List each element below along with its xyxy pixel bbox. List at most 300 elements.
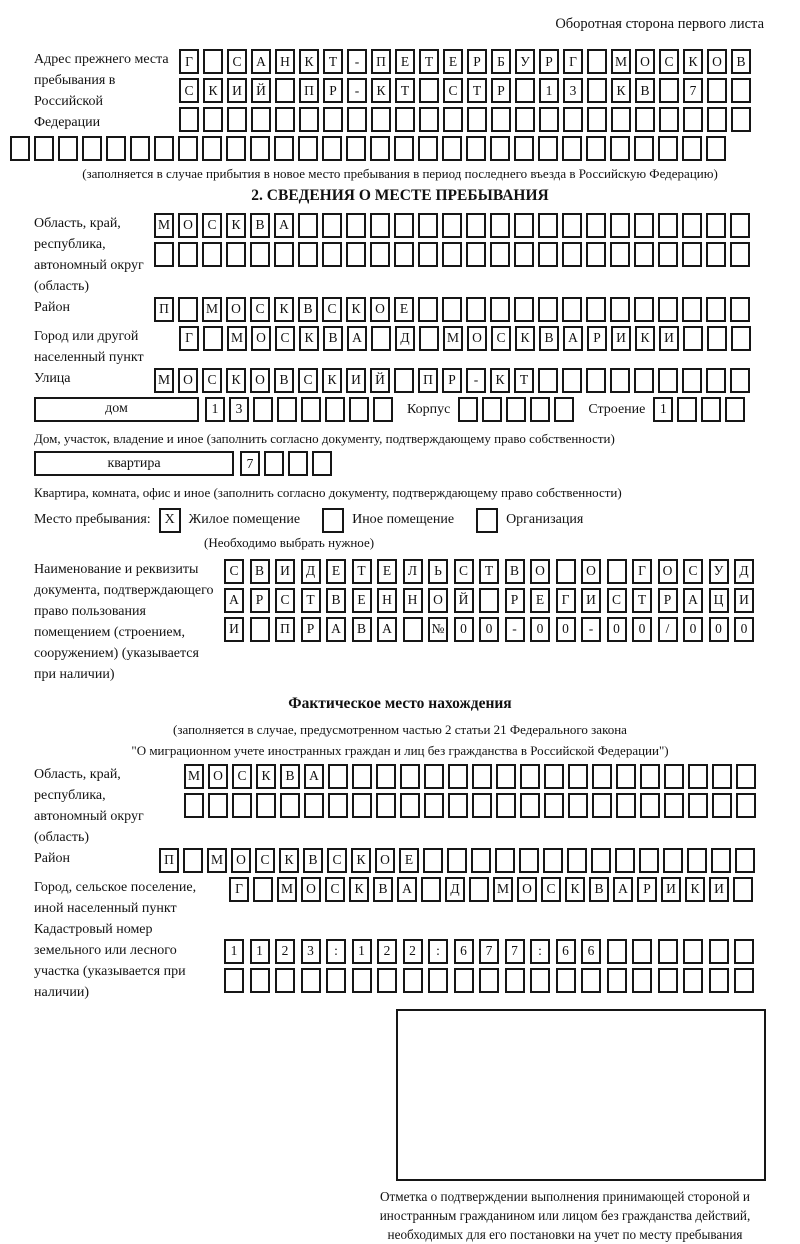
char-cell: О	[707, 49, 727, 74]
char-cell: М	[202, 297, 222, 322]
char-cell	[251, 107, 271, 132]
char-cell	[346, 213, 366, 238]
stay-type-row	[34, 508, 766, 533]
char-cell	[515, 107, 535, 132]
char-cell: К	[322, 368, 342, 393]
char-cell	[202, 136, 222, 161]
char-cell	[539, 107, 559, 132]
char-cell	[373, 397, 393, 422]
char-cell	[454, 968, 474, 993]
char-cell	[352, 968, 372, 993]
char-cell	[520, 793, 540, 818]
char-cell	[371, 326, 391, 351]
char-cell: В	[298, 297, 318, 322]
char-cell	[682, 213, 702, 238]
char-cell	[301, 397, 321, 422]
char-cell	[530, 968, 550, 993]
char-cell	[226, 242, 246, 267]
region-row-2	[154, 242, 754, 267]
char-cell: В	[250, 559, 270, 584]
char-cell: 7	[505, 939, 525, 964]
char-cell: А	[377, 617, 397, 642]
char-cell	[491, 107, 511, 132]
street-row	[154, 368, 754, 393]
char-cell	[482, 397, 502, 422]
char-cell	[299, 107, 319, 132]
char-cell	[442, 242, 462, 267]
char-cell	[394, 136, 414, 161]
region-cells	[154, 213, 754, 271]
char-cell: Т	[467, 78, 487, 103]
char-cell	[706, 136, 726, 161]
char-cell	[395, 107, 415, 132]
char-cell: Е	[394, 297, 414, 322]
char-cell	[538, 297, 558, 322]
char-cell	[288, 451, 308, 476]
char-cell	[731, 326, 751, 351]
house-row	[34, 397, 766, 426]
char-cell	[479, 588, 499, 613]
char-cell: М	[493, 877, 513, 902]
char-cell	[682, 242, 702, 267]
char-cell	[421, 877, 441, 902]
char-cell	[178, 136, 198, 161]
document-row-1	[224, 559, 760, 584]
char-cell: О	[517, 877, 537, 902]
char-cell: Р	[658, 588, 678, 613]
char-cell	[275, 968, 295, 993]
char-cell: 6	[556, 939, 576, 964]
char-cell	[253, 877, 273, 902]
char-cell: 1	[205, 397, 225, 422]
char-cell	[495, 848, 515, 873]
apartment-row	[34, 451, 766, 480]
korpus-label: Корпус	[407, 401, 451, 417]
char-cell: О	[226, 297, 246, 322]
prev-address-cells	[179, 49, 755, 136]
char-cell: К	[565, 877, 585, 902]
char-cell: В	[731, 49, 751, 74]
char-cell	[490, 242, 510, 267]
char-cell: Ц	[709, 588, 729, 613]
char-cell: М	[154, 368, 174, 393]
char-cell: 3	[563, 78, 583, 103]
char-cell: Е	[377, 559, 397, 584]
char-cell	[424, 793, 444, 818]
char-cell	[562, 297, 582, 322]
char-cell	[469, 877, 489, 902]
char-cell	[730, 242, 750, 267]
prev-address-label: Адрес прежнего места пребывания в Российской Федерации	[34, 52, 169, 130]
char-cell: П	[275, 617, 295, 642]
char-cell: С	[250, 297, 270, 322]
char-cell	[376, 764, 396, 789]
stroenie-cells	[653, 397, 749, 422]
char-cell	[298, 242, 318, 267]
char-cell	[448, 764, 468, 789]
char-cell: В	[323, 326, 343, 351]
char-cell	[519, 848, 539, 873]
document-cells	[224, 559, 760, 646]
char-cell: С	[227, 49, 247, 74]
char-cell	[419, 107, 439, 132]
char-cell	[274, 242, 294, 267]
actual-location-title: Фактическое место нахождения	[288, 694, 512, 712]
street-block	[34, 368, 766, 397]
actual-region-cells	[184, 764, 760, 822]
char-cell	[280, 793, 300, 818]
char-cell: С	[541, 877, 561, 902]
char-cell: О	[467, 326, 487, 351]
char-cell: Г	[229, 877, 249, 902]
char-cell	[587, 107, 607, 132]
char-cell: В	[280, 764, 300, 789]
char-cell: С	[298, 368, 318, 393]
char-cell: В	[635, 78, 655, 103]
char-cell	[688, 793, 708, 818]
char-cell	[733, 877, 753, 902]
char-cell	[683, 326, 703, 351]
char-cell: У	[515, 49, 535, 74]
char-cell	[106, 136, 126, 161]
char-cell: К	[274, 297, 294, 322]
char-cell: А	[563, 326, 583, 351]
char-cell	[178, 242, 198, 267]
char-cell: 0	[530, 617, 550, 642]
char-cell	[466, 136, 486, 161]
char-cell: Т	[395, 78, 415, 103]
char-cell	[568, 793, 588, 818]
char-cell	[347, 107, 367, 132]
confirmation-stamp-box	[396, 1009, 766, 1181]
char-cell: 1	[539, 78, 559, 103]
char-cell	[505, 968, 525, 993]
char-cell	[615, 848, 635, 873]
house-caption: Дом, участок, владение и иное (заполнить согласно документу, подтверждающему право собственности)	[34, 430, 615, 446]
char-cell: К	[635, 326, 655, 351]
char-cell	[275, 107, 295, 132]
char-cell	[587, 49, 607, 74]
char-cell: -	[347, 49, 367, 74]
char-cell	[490, 136, 510, 161]
prev-address-block	[34, 49, 766, 136]
checkbox-other-premises	[322, 508, 344, 533]
char-cell: Ь	[428, 559, 448, 584]
char-cell: К	[279, 848, 299, 873]
char-cell	[701, 397, 721, 422]
char-cell: 6	[454, 939, 474, 964]
char-cell: С	[255, 848, 275, 873]
char-cell	[706, 297, 726, 322]
char-cell	[183, 848, 203, 873]
char-cell	[634, 242, 654, 267]
char-cell	[658, 939, 678, 964]
char-cell	[418, 136, 438, 161]
actual-location-caption-2: "О миграционном учете иностранных граждан и лиц без гражданства в Российской Федерации")	[131, 743, 669, 759]
char-cell	[515, 78, 535, 103]
char-cell	[232, 793, 252, 818]
char-cell	[556, 968, 576, 993]
char-cell	[253, 397, 273, 422]
char-cell	[424, 764, 444, 789]
char-cell	[471, 848, 491, 873]
char-cell: С	[322, 297, 342, 322]
document-row-2	[224, 588, 760, 613]
char-cell	[466, 242, 486, 267]
char-cell: И	[661, 877, 681, 902]
char-cell: О	[428, 588, 448, 613]
char-cell	[731, 107, 751, 132]
char-cell: О	[301, 877, 321, 902]
char-cell	[226, 136, 246, 161]
char-cell	[514, 297, 534, 322]
char-cell	[274, 136, 294, 161]
char-cell	[514, 136, 534, 161]
actual-city-row	[229, 877, 757, 902]
char-cell	[562, 136, 582, 161]
char-cell	[376, 793, 396, 818]
char-cell: Г	[632, 559, 652, 584]
section2-title: 2. СВЕДЕНИЯ О МЕСТЕ ПРЕБЫВАНИЯ	[251, 186, 549, 204]
char-cell: -	[347, 78, 367, 103]
char-cell: 1	[250, 939, 270, 964]
char-cell: Д	[395, 326, 415, 351]
char-cell: С	[454, 559, 474, 584]
char-cell: Р	[587, 326, 607, 351]
char-cell	[466, 297, 486, 322]
char-cell: И	[659, 326, 679, 351]
char-cell	[616, 764, 636, 789]
char-cell	[592, 764, 612, 789]
char-cell	[520, 764, 540, 789]
char-cell: Р	[505, 588, 525, 613]
char-cell: В	[539, 326, 559, 351]
char-cell	[322, 213, 342, 238]
char-cell: И	[227, 78, 247, 103]
char-cell: Р	[301, 617, 321, 642]
char-cell: К	[683, 49, 703, 74]
char-cell: С	[232, 764, 252, 789]
char-cell: П	[299, 78, 319, 103]
char-cell	[640, 764, 660, 789]
char-cell	[58, 136, 78, 161]
char-cell: М	[207, 848, 227, 873]
option-organization-label: Организация	[506, 512, 584, 528]
option-other-premises-label: Иное помещение	[352, 512, 455, 528]
char-cell: А	[347, 326, 367, 351]
char-cell: С	[659, 49, 679, 74]
char-cell: :	[428, 939, 448, 964]
char-cell: К	[299, 326, 319, 351]
char-cell: П	[159, 848, 179, 873]
char-cell: Н	[377, 588, 397, 613]
char-cell	[736, 793, 756, 818]
char-cell	[586, 368, 606, 393]
char-cell	[706, 213, 726, 238]
char-cell: Г	[179, 49, 199, 74]
char-cell	[658, 213, 678, 238]
char-cell: П	[371, 49, 391, 74]
char-cell: С	[325, 877, 345, 902]
char-cell: А	[683, 588, 703, 613]
char-cell	[490, 297, 510, 322]
char-cell	[687, 848, 707, 873]
char-cell	[683, 968, 703, 993]
char-cell: К	[371, 78, 391, 103]
char-cell	[658, 968, 678, 993]
document-row-3	[224, 617, 760, 642]
char-cell	[250, 242, 270, 267]
char-cell	[616, 793, 636, 818]
char-cell: Г	[556, 588, 576, 613]
char-cell: 1	[224, 939, 244, 964]
char-cell: С	[202, 368, 222, 393]
char-cell: С	[327, 848, 347, 873]
char-cell: 2	[377, 939, 397, 964]
char-cell	[346, 136, 366, 161]
char-cell	[277, 397, 297, 422]
char-cell: М	[154, 213, 174, 238]
char-cell	[304, 793, 324, 818]
char-cell	[442, 297, 462, 322]
char-cell	[709, 939, 729, 964]
char-cell: М	[443, 326, 463, 351]
char-cell	[711, 848, 731, 873]
char-cell	[586, 297, 606, 322]
char-cell	[607, 968, 627, 993]
char-cell: 0	[454, 617, 474, 642]
cadastral-row-2	[224, 968, 760, 993]
char-cell	[34, 136, 54, 161]
char-cell	[184, 793, 204, 818]
char-cell	[562, 213, 582, 238]
char-cell: Р	[442, 368, 462, 393]
actual-city-block	[34, 877, 766, 919]
char-cell: Р	[250, 588, 270, 613]
char-cell: О	[658, 559, 678, 584]
char-cell	[400, 793, 420, 818]
char-cell	[448, 793, 468, 818]
char-cell: 0	[709, 617, 729, 642]
korpus-cells	[458, 397, 578, 422]
char-cell	[371, 107, 391, 132]
char-cell: К	[299, 49, 319, 74]
cadastral-label: Кадастровый номер земельного или лесного участка (указывается при наличии)	[34, 921, 186, 1000]
char-cell	[567, 848, 587, 873]
char-cell	[208, 793, 228, 818]
char-cell	[586, 213, 606, 238]
char-cell	[632, 939, 652, 964]
char-cell	[370, 213, 390, 238]
prev-address-row-1	[179, 49, 755, 74]
house-type-box: дом	[34, 397, 199, 422]
char-cell	[730, 213, 750, 238]
char-cell: О	[635, 49, 655, 74]
apartment-caption: Квартира, комната, офис и иное (заполнить согласно документу, подтверждающему право собственности)	[34, 485, 622, 501]
char-cell	[707, 326, 727, 351]
char-cell	[538, 213, 558, 238]
char-cell: П	[418, 368, 438, 393]
char-cell	[664, 793, 684, 818]
char-cell	[203, 326, 223, 351]
char-cell	[202, 242, 222, 267]
district-row	[154, 297, 754, 322]
char-cell	[10, 136, 30, 161]
char-cell	[506, 397, 526, 422]
char-cell	[658, 136, 678, 161]
char-cell	[250, 617, 270, 642]
char-cell: Й	[454, 588, 474, 613]
actual-district-block	[34, 848, 766, 877]
char-cell	[568, 764, 588, 789]
char-cell: 6	[581, 939, 601, 964]
char-cell	[554, 397, 574, 422]
checkbox-residential: X	[159, 508, 181, 533]
char-cell	[224, 968, 244, 993]
char-cell	[610, 297, 630, 322]
char-cell	[377, 968, 397, 993]
prev-address-row-4	[10, 136, 766, 161]
char-cell	[634, 368, 654, 393]
char-cell: 3	[301, 939, 321, 964]
char-cell	[458, 397, 478, 422]
char-cell: Р	[323, 78, 343, 103]
char-cell	[544, 764, 564, 789]
cadastral-row-1	[224, 939, 760, 964]
char-cell	[250, 136, 270, 161]
char-cell: О	[178, 213, 198, 238]
char-cell: К	[351, 848, 371, 873]
char-cell	[370, 136, 390, 161]
apartment-number-cells	[240, 451, 336, 476]
char-cell	[712, 793, 732, 818]
prev-address-caption: (заполняется в случае прибытия в новое место пребывания в период последнего въезда в Российскую Федерацию)	[82, 166, 718, 181]
actual-location-caption-1: (заполняется в случае, предусмотренном частью 2 статьи 21 Федерального закона	[173, 721, 627, 737]
char-cell	[730, 368, 750, 393]
char-cell: Д	[301, 559, 321, 584]
char-cell	[658, 242, 678, 267]
char-cell	[682, 368, 702, 393]
char-cell	[352, 764, 372, 789]
char-cell: Е	[399, 848, 419, 873]
region-row-1	[154, 213, 754, 238]
char-cell	[556, 559, 576, 584]
char-cell: 2	[403, 939, 423, 964]
char-cell: И	[709, 877, 729, 902]
char-cell	[562, 368, 582, 393]
char-cell: Д	[734, 559, 754, 584]
char-cell	[328, 793, 348, 818]
char-cell: И	[611, 326, 631, 351]
char-cell: №	[428, 617, 448, 642]
char-cell	[635, 107, 655, 132]
char-cell: И	[346, 368, 366, 393]
char-cell: 0	[632, 617, 652, 642]
char-cell: О	[208, 764, 228, 789]
actual-city-label: Город, сельское поселение, иной населенный пункт	[34, 879, 197, 916]
char-cell	[418, 297, 438, 322]
char-cell	[472, 793, 492, 818]
char-cell: Т	[419, 49, 439, 74]
region-label: Область, край, республика, автономный округ (область)	[34, 215, 144, 294]
char-cell	[467, 107, 487, 132]
char-cell	[256, 793, 276, 818]
apartment-type-box: квартира	[34, 451, 234, 476]
char-cell: В	[373, 877, 393, 902]
char-cell	[677, 397, 697, 422]
char-cell	[203, 49, 223, 74]
char-cell: Е	[326, 559, 346, 584]
